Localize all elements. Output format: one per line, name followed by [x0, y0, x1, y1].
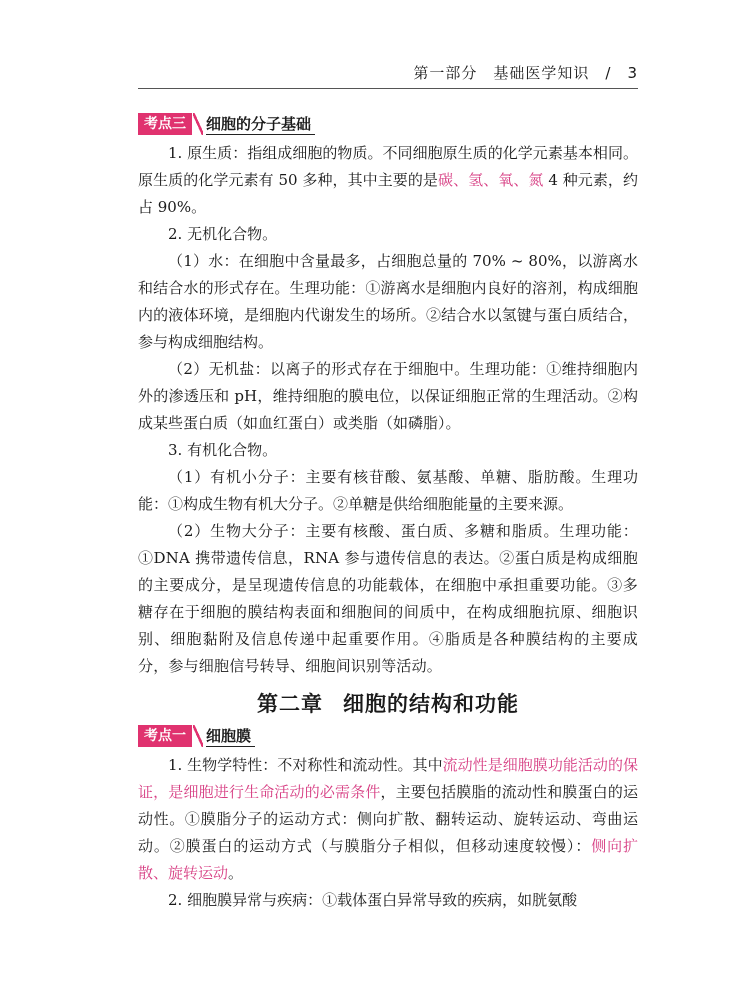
text-run: 1. 原生质：指组成细胞的物质。不同细胞原生质的化学元素基本相同。原生质的化学元素有 50 多种，其中主要的是	[138, 144, 638, 189]
paragraph-membrane-disease: 2. 细胞膜异常与疾病：①载体蛋白异常导致的疾病，如胱氨酸	[168, 891, 578, 909]
section-tag-slash	[193, 113, 203, 135]
chapter-number: 第二章	[257, 692, 323, 716]
header-rule	[138, 88, 638, 89]
paragraph-protoplasm	[138, 140, 638, 221]
paragraph-macromolecules: （2）生物大分子：主要有核酸、蛋白质、多糖和脂质。生理功能：①DNA 携带遗传信息，RNA 参与遗传信息的表达。②蛋白质是构成细胞的主要成分，是呈现遗传信息的功能载体，在细胞中承担重要功能。③多糖存在于细胞的膜结构表面和细胞间的间质中，在构成细胞抗原、细胞识别、细胞黏附及信息传递中起重要作用。④脂质是各种膜结构的主要成分，参与细胞信号转导、细胞间识别等活动。	[138, 522, 638, 675]
paragraph-organic-heading: 3. 有机化合物。	[168, 441, 278, 459]
section-tag-slash	[193, 725, 203, 747]
highlight-elements: 碳、氢、氧、氮	[438, 171, 544, 189]
text-run: 。	[228, 864, 244, 882]
text-run: ，主要包括膜脂的流动性和膜蛋白的运动性。①膜脂分子的运动方式：侧向扩散、翻转运动、旋转运动、弯曲运动。②膜蛋白的运动方式（与膜脂分子相似，但移动速度较慢）：	[138, 783, 638, 855]
paragraph-inorganic-salt: （2）无机盐：以离子的形式存在于细胞中。生理功能：①维持细胞内外的渗透压和 pH，维持细胞的膜电位，以保证细胞正常的生理活动。②构成某些蛋白质（如血红蛋白）或类脂（如磷脂）。	[138, 360, 638, 432]
page-body	[138, 112, 638, 914]
section-title: 细胞的分子基础	[206, 114, 315, 135]
chapter-name: 细胞的结构和功能	[343, 692, 519, 716]
text-run: 4 种元素，约占 90%。	[138, 171, 638, 216]
highlight-fluidity: 流动性是细胞膜功能活动的保证，是细胞进行生命活动的必需条件	[138, 756, 638, 801]
highlight-protein-motion: 侧向扩散、旋转运动	[138, 837, 638, 882]
section-tag: 考点一	[138, 725, 192, 747]
paragraph-small-molecules: （1）有机小分子：主要有核苷酸、氨基酸、单糖、脂肪酸。生理功能：①构成生物有机大分子。②单糖是供给细胞能量的主要来源。	[138, 468, 638, 513]
section-heading-kp1	[138, 724, 638, 748]
running-header: 第一部分 基础医学知识 / 3	[413, 64, 638, 82]
chapter-title	[138, 688, 638, 718]
paragraph-water: （1）水：在细胞中含量最多，占细胞总量的 70% ~ 80%，以游离水和结合水的形式存在。生理功能：①游离水是细胞内良好的溶剂，构成细胞内的液体环境，是细胞内代谢发生的场所。②结合水以氢键与蛋白质结合，参与构成细胞结构。	[138, 252, 638, 351]
paragraph-membrane-properties	[138, 752, 638, 887]
section-title: 细胞膜	[206, 726, 255, 747]
section-tag: 考点三	[138, 113, 192, 135]
text-run: 1. 生物学特性：不对称性和流动性。其中	[168, 756, 443, 774]
section-heading-kp3	[138, 112, 638, 136]
paragraph-inorganic-heading: 2. 无机化合物。	[168, 225, 278, 243]
